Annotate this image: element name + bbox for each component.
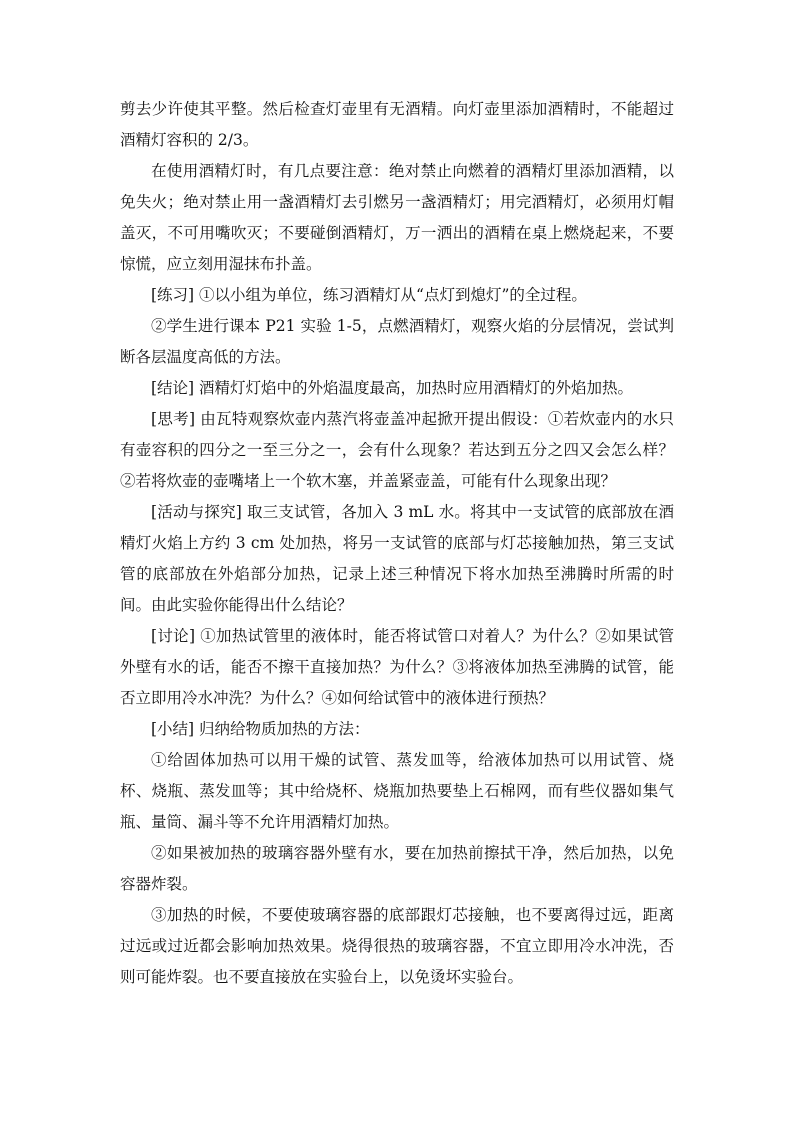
paragraph-activity: [活动与探究] 取三支试管，各加入 3 mL 水。将其中一支试管的底部放在酒精灯火焰上方约 3 cm 处加热，将另一支试管的底部与灯芯接触加热，第三支试管的底部放在外焰部分加热，记录上述三种情况下将水加热至沸腾时所需的时间。由此实验你能得出什么结论？ [120, 503, 674, 614]
paragraph-discussion: [讨论] ①加热试管里的液体时，能否将试管口对着人？为什么？②如果试管外壁有水的话，能否不擦干直接加热？为什么？③将液体加热至沸腾的试管，能否立即用冷水冲洗？为什么？④如何给试管中的液体进行预热？ [120, 627, 674, 707]
paragraph-summary-3: ③加热的时候，不要使玻璃容器的底部跟灯芯接触，也不要离得过远，距离过远或过近都会影响加热效果。烧得很热的玻璃容器，不宜立即用冷水冲洗，否则可能炸裂。也不要直接放在实验台上，以免烫坏实验台。 [120, 906, 674, 986]
paragraph-summary-1: ①给固体加热可以用干燥的试管、蒸发皿等，给液体加热可以用试管、烧杯、烧瓶、蒸发皿等；其中给烧杯、烧瓶加热要垫上石棉网，而有些仪器如集气瓶、量筒、漏斗等不允许用酒精灯加热。 [120, 751, 674, 831]
document-body [120, 94, 674, 993]
paragraph-practice-2: ②学生进行课本 P21 实验 1-5，点燃酒精灯，观察火焰的分层情况，尝试判断各层温度高低的方法。 [120, 317, 674, 366]
paragraph-conclusion: [结论] 酒精灯灯焰中的外焰温度最高，加热时应用酒精灯的外焰加热。 [151, 379, 634, 397]
paragraph-summary-heading: [小结] 归纳给物质加热的方法： [151, 720, 370, 738]
paragraph-practice-1: [练习] ①以小组为单位，练习酒精灯从“点灯到熄灯”的全过程。 [151, 286, 587, 304]
paragraph-summary-2: ②如果被加热的玻璃容器外壁有水，要在加热前擦拭干净，然后加热，以免容器炸裂。 [120, 844, 674, 893]
paragraph-lamp-safety: 在使用酒精灯时，有几点要注意：绝对禁止向燃着的酒精灯里添加酒精，以免失火；绝对禁止用一盏酒精灯去引燃另一盏酒精灯；用完酒精灯，必须用灯帽盖灭，不可用嘴吹灭；不要碰倒酒精灯，万一洒出的酒精在桌上燃烧起来，不要惊慌，应立刻用湿抹布扑盖。 [120, 162, 674, 273]
paragraph-lamp-preparation: 剪去少许使其平整。然后检查灯壶里有无酒精。向灯壶里添加酒精时，不能超过酒精灯容积的 2/3。 [120, 100, 674, 149]
paragraph-thinking: [思考] 由瓦特观察炊壶内蒸汽将壶盖冲起掀开提出假设：①若炊壶内的水只有壶容积的四分之一至三分之一，会有什么现象？若达到五分之四又会怎么样？②若将炊壶的壶嘴堵上一个软木塞，并盖紧壶盖，可能有什么现象出现？ [120, 410, 674, 490]
